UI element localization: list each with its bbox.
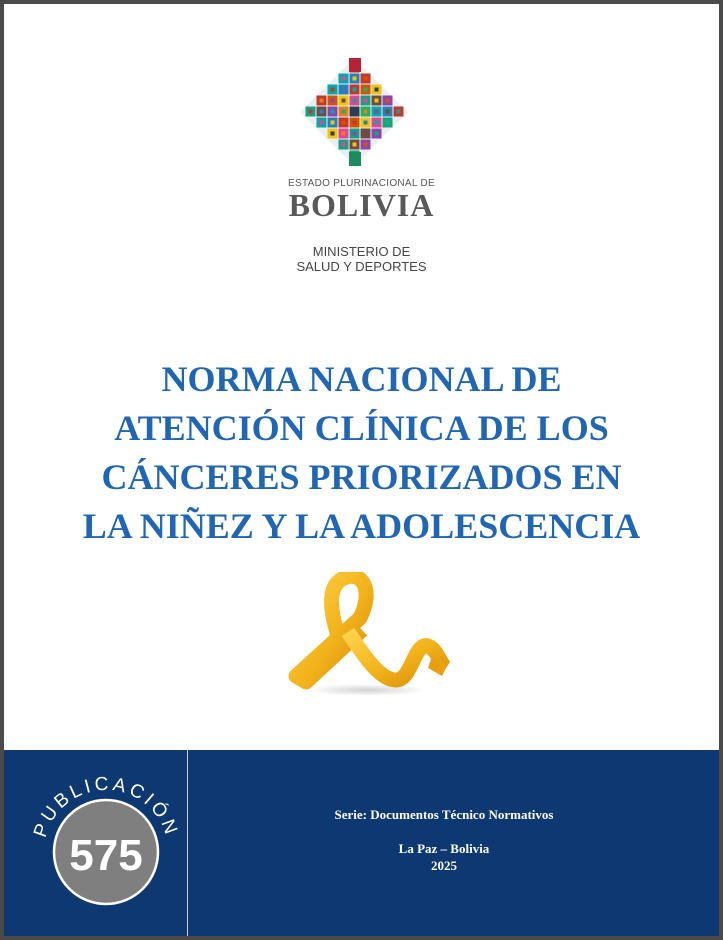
title-line: NORMA NACIONAL DE	[161, 359, 562, 399]
ministry-line-1: MINISTERIO DE	[312, 244, 411, 259]
title-line: CÁNCERES PRIORIZADOS EN	[101, 457, 622, 497]
title-line: ATENCIÓN CLÍNICA DE LOS	[114, 408, 609, 448]
publication-badge	[26, 760, 186, 928]
ministry-name	[4, 244, 719, 274]
bolivia-emblem-icon	[294, 56, 414, 168]
document-title	[24, 355, 699, 551]
place-text: La Paz – Bolivia	[398, 841, 490, 856]
ministry-line-2: SALUD Y DEPORTES	[296, 259, 427, 274]
document-cover	[4, 4, 719, 936]
title-line: LA NIÑEZ Y LA ADOLESCENCIA	[82, 506, 641, 546]
publication-number: 575	[69, 831, 143, 880]
country-name: BOLIVIA	[288, 187, 435, 223]
footer-divider	[187, 750, 188, 936]
publication-label: PUBLICACIÓN	[29, 773, 183, 841]
state-label: ESTADO PLURINACIONAL DE	[288, 178, 435, 189]
gold-ribbon-icon	[282, 572, 452, 702]
year-text: 2025	[431, 858, 457, 873]
series-text: Serie: Documentos Técnico Normativos	[334, 807, 554, 822]
footer-band	[4, 750, 719, 936]
